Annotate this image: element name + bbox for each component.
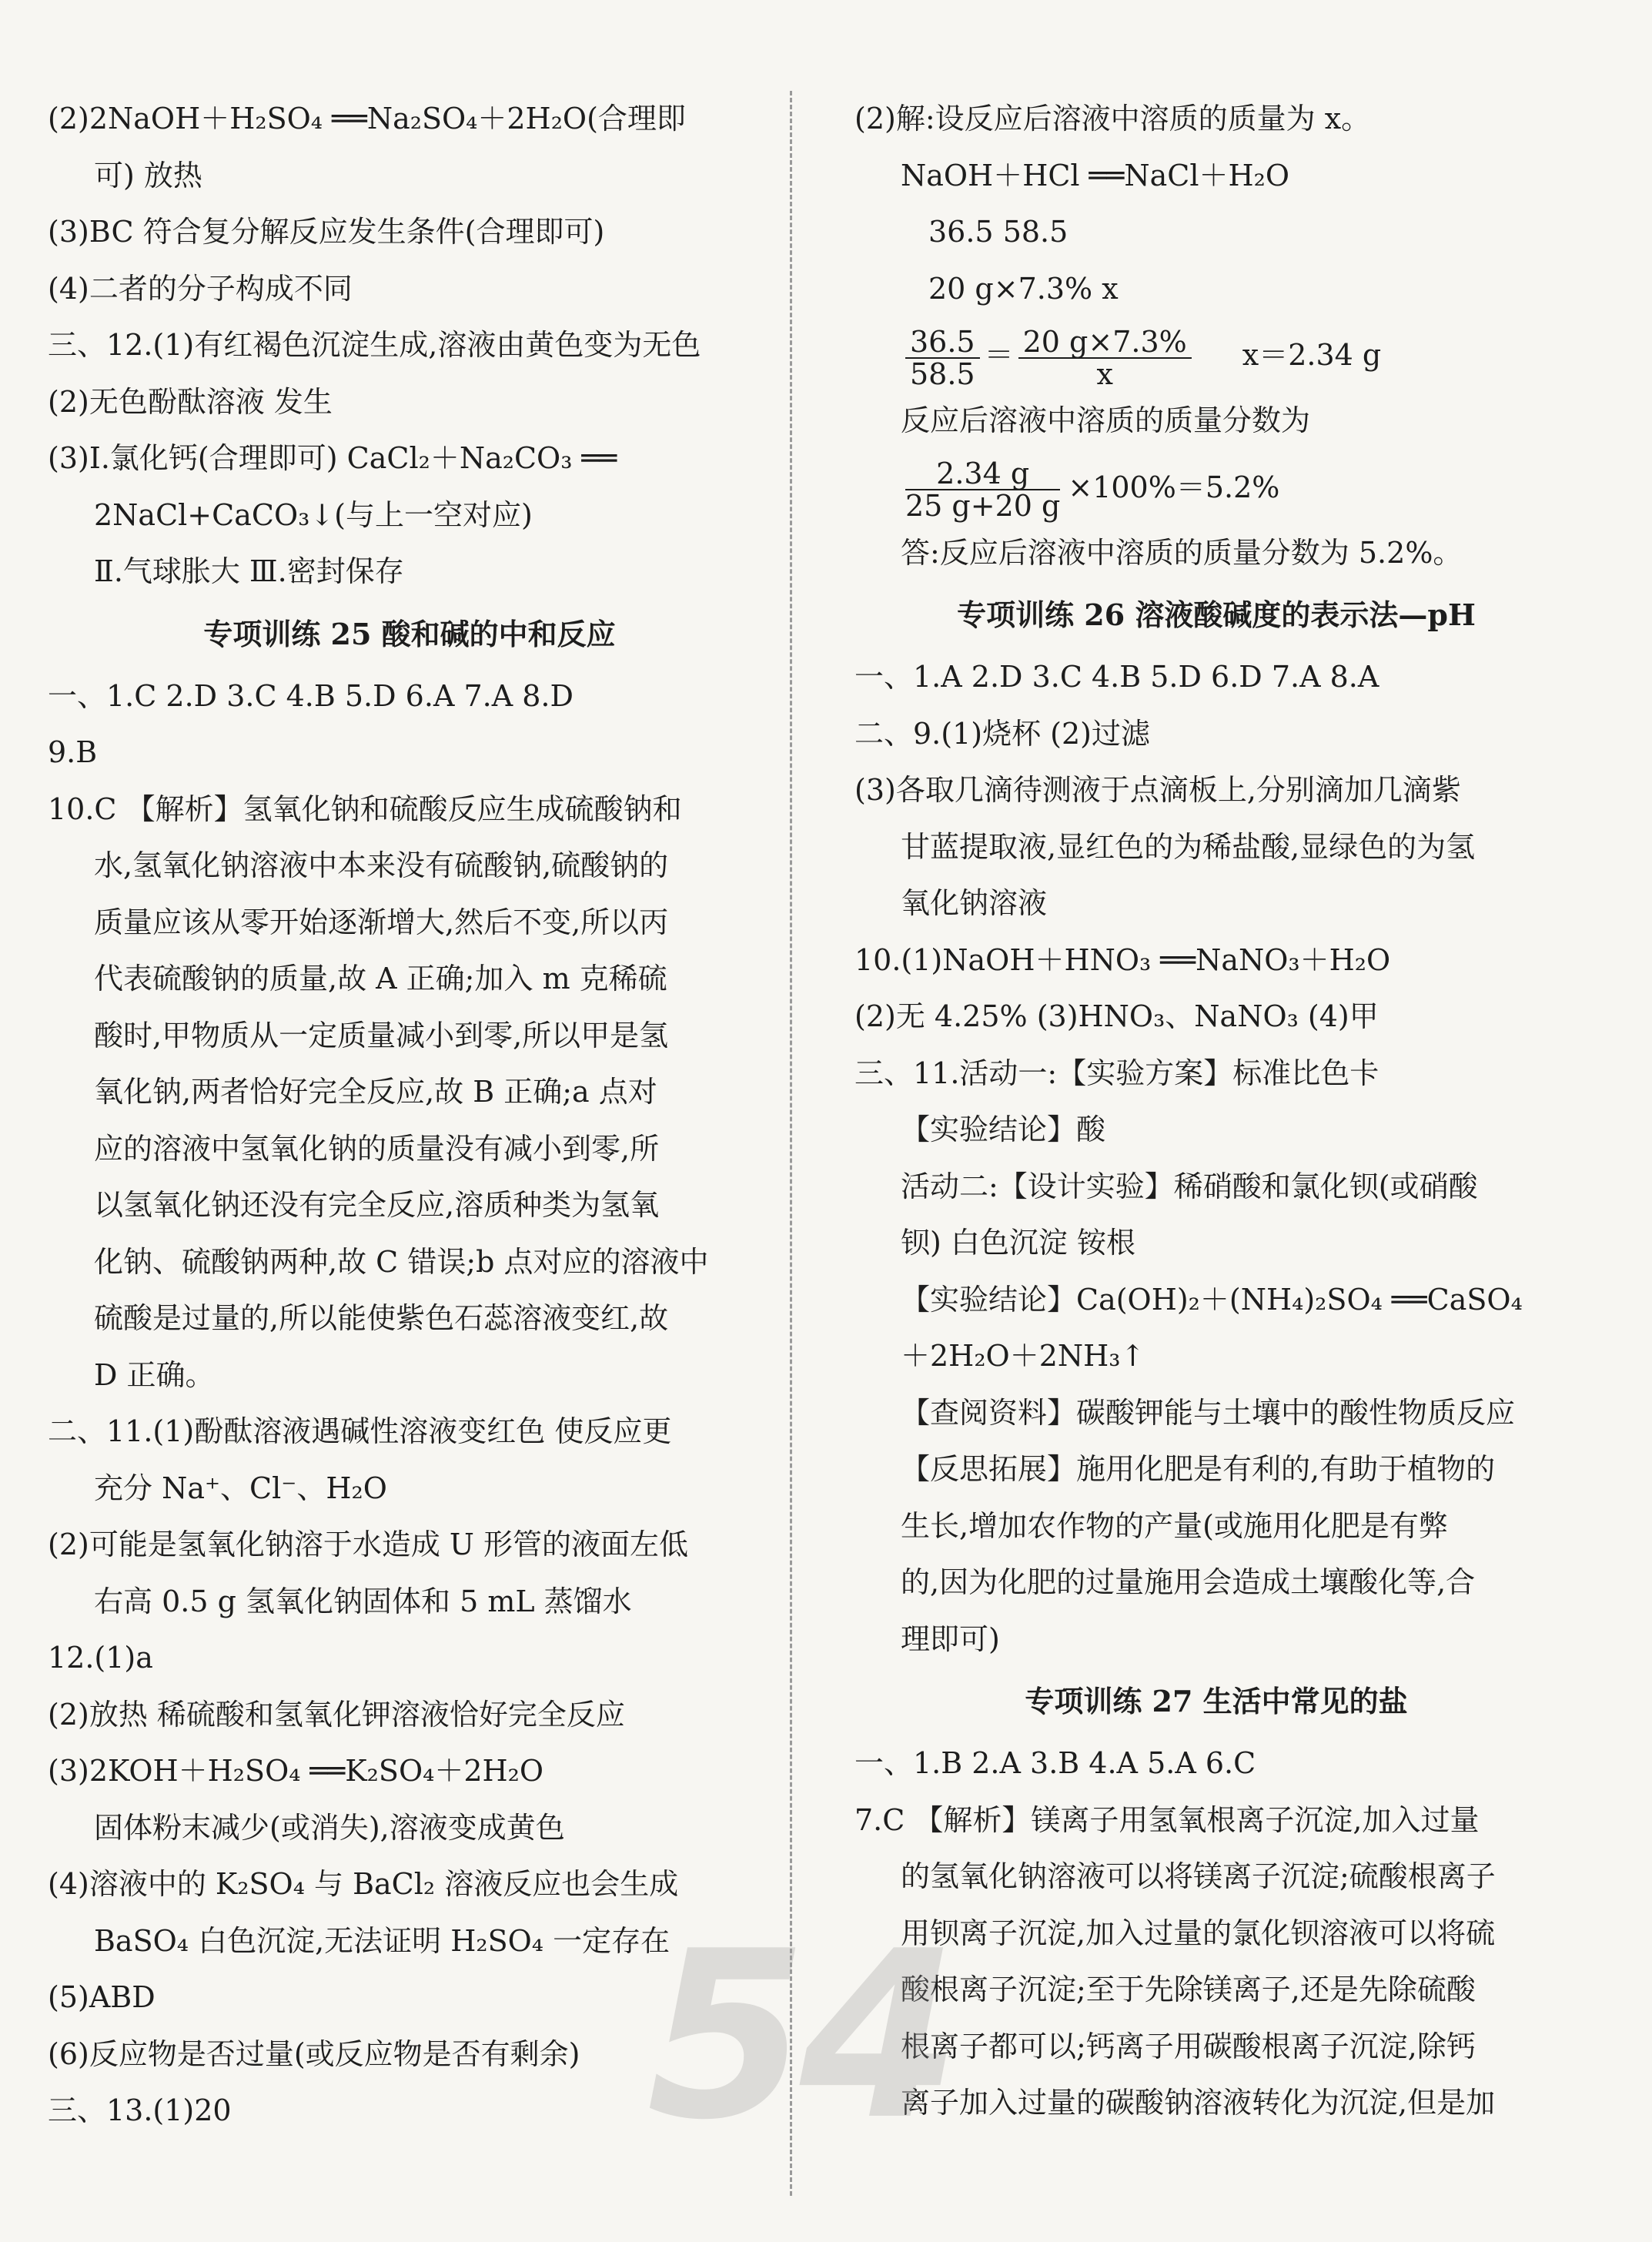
denominator: 25 g+20 g <box>905 489 1061 523</box>
answer-line: 生长,增加农作物的产量(或施用化肥是有弊 <box>901 1508 1448 1543</box>
answer-line: 以氢氧化钠还没有完全反应,溶质种类为氢氧 <box>94 1188 660 1222</box>
answer-line: 应的溶液中氢氧化钠的质量没有减小到零,所 <box>94 1131 660 1166</box>
fraction <box>905 458 1060 521</box>
column-divider <box>790 91 792 2196</box>
answer-line: 的氢氧化钠溶液可以将镁离子沉淀;硫酸根离子 <box>901 1859 1496 1893</box>
answer-line: 【反思拓展】施用化肥是有利的,有助于植物的 <box>901 1452 1496 1486</box>
answer-line: 10.C 【解析】氢氧化钠和硫酸反应生成硫酸钠和 <box>48 791 682 826</box>
left-column <box>48 91 771 2140</box>
answer-line: 【实验结论】酸 <box>901 1113 1106 1146</box>
denominator: 58.5 <box>910 356 975 391</box>
answer-line: 用钡离子沉淀,加入过量的氯化钡溶液可以将硫 <box>901 1916 1496 1950</box>
answer-line: (6)反应物是否过量(或反应物是否有剩余) <box>48 2036 580 2071</box>
answer-line: (5)ABD <box>48 1980 156 2014</box>
answer-line: 反应后溶液中溶质的质量分数为 <box>901 403 1311 437</box>
answer-line: 钡) 白色沉淀 铵根 <box>901 1226 1135 1260</box>
answer-line: 2NaCl+CaCO₃↓(与上一空对应) <box>94 497 533 532</box>
answer-line: 固体粉末减少(或消失),溶液变成黄色 <box>94 1810 565 1845</box>
answer-line: 化钠、硫酸钠两种,故 C 错误;b 点对应的溶液中 <box>94 1244 709 1279</box>
answer-line: 可) 放热 <box>94 158 202 192</box>
equation-result: ×100%＝5.2% <box>1068 470 1280 504</box>
answer-line: 答:反应后溶液中溶质的质量分数为 5.2%。 <box>901 535 1463 570</box>
answer-line: 三、11.活动一:【实验方案】标准比色卡 <box>854 1056 1379 1090</box>
denominator: x <box>1096 356 1113 391</box>
answer-line: 36.5 58.5 <box>928 215 1068 249</box>
answer-line: D 正确。 <box>94 1357 215 1392</box>
answer-line: (2)无色酚酞溶液 发生 <box>48 384 333 419</box>
answer-line: 12.(1)a <box>48 1641 153 1675</box>
answer-line: 20 g×7.3% x <box>928 271 1119 306</box>
answer-line: 10.(1)NaOH＋HNO₃ ══NaNO₃＋H₂O <box>854 942 1391 977</box>
answer-line: (2)解:设反应后溶液中溶质的质量为 x。 <box>854 102 1371 136</box>
answer-line: 质量应该从零开始逐渐增大,然后不变,所以丙 <box>94 905 669 939</box>
answer-line: 酸时,甲物质从一定质量减小到零,所以甲是氢 <box>94 1018 669 1052</box>
section-heading: 专项训练 25 酸和碱的中和反应 <box>203 616 616 651</box>
right-column <box>854 91 1578 2132</box>
answer-line: 理即可) <box>901 1621 1000 1656</box>
answer-line: ＋2H₂O＋2NH₃↑ <box>901 1339 1145 1373</box>
answer-line: 硫酸是过量的,所以能使紫色石蕊溶液变红,故 <box>94 1301 669 1335</box>
answer-line: (2)2NaOH＋H₂SO₄ ══Na₂SO₄＋2H₂O(合理即 <box>48 102 686 136</box>
answer-line: (2)放热 稀硫酸和氢氧化钾溶液恰好完全反应 <box>48 1697 625 1732</box>
answer-line: 一、1.B 2.A 3.B 4.A 5.A 6.C <box>854 1746 1256 1780</box>
answer-line: 二、9.(1)烧杯 (2)过滤 <box>854 716 1150 751</box>
fraction <box>1018 326 1192 390</box>
answer-line: 活动二:【设计实验】稀硝酸和氯化钡(或硝酸 <box>901 1169 1478 1203</box>
answer-line: 一、1.A 2.D 3.C 4.B 5.D 6.D 7.A 8.A <box>854 660 1379 694</box>
page-number-watermark: 54 <box>647 1902 953 2170</box>
answer-line: 甘蓝提取液,显红色的为稀盐酸,显绿色的为氢 <box>901 829 1476 864</box>
answer-line: 氧化钠溶液 <box>901 886 1048 920</box>
answer-line: 7.C 【解析】镁离子用氢氧根离子沉淀,加入过量 <box>854 1802 1480 1837</box>
answer-line: NaOH＋HCl ══NaCl＋H₂O <box>901 158 1290 192</box>
answer-line: 三、13.(1)20 <box>48 2093 232 2127</box>
section-heading: 专项训练 26 溶液酸碱度的表示法—pH <box>957 597 1476 632</box>
equation-line <box>854 450 1578 525</box>
answer-line: 离子加入过量的碳酸钠溶液转化为沉淀,但是加 <box>901 2086 1496 2120</box>
answer-line: 一、1.C 2.D 3.C 4.B 5.D 6.A 7.A 8.D <box>48 678 574 713</box>
answer-line: Ⅱ.气球胀大 Ⅲ.密封保存 <box>94 554 404 588</box>
answer-line: 三、12.(1)有红褐色沉淀生成,溶液由黄色变为无色 <box>48 328 701 362</box>
answer-line: (3)2KOH＋H₂SO₄ ══K₂SO₄＋2H₂O <box>48 1754 544 1788</box>
answer-line: 9.B <box>48 735 98 769</box>
answer-line: (3)Ⅰ.氯化钙(合理即可) CaCl₂＋Na₂CO₃ ══ <box>48 441 617 475</box>
equation-result: x＝2.34 g <box>1242 338 1382 372</box>
answer-line: 氧化钠,两者恰好完全反应,故 B 正确;a 点对 <box>94 1075 657 1109</box>
answer-line: (2)可能是氢氧化钠溶于水造成 U 形管的液面左低 <box>48 1528 689 1561</box>
answer-line: (4)溶液中的 K₂SO₄ 与 BaCl₂ 溶液反应也会生成 <box>48 1867 679 1901</box>
numerator: 20 g×7.3% <box>1018 326 1192 359</box>
answer-line: 水,氢氧化钠溶液中本来没有硫酸钠,硫酸钠的 <box>94 848 669 882</box>
answer-line: 二、11.(1)酚酞溶液遇碱性溶液变红色 使反应更 <box>48 1414 672 1448</box>
answer-line: 【实验结论】Ca(OH)₂＋(NH₄)₂SO₄ ══CaSO₄ <box>901 1282 1523 1317</box>
numerator: 2.34 g <box>905 458 1060 490</box>
answer-line: 右高 0.5 g 氢氧化钠固体和 5 mL 蒸馏水 <box>94 1584 632 1618</box>
answer-line: (2)无 4.25% (3)HNO₃、NaNO₃ (4)甲 <box>854 999 1379 1033</box>
answer-line: BaSO₄ 白色沉淀,无法证明 H₂SO₄ 一定存在 <box>94 1923 670 1958</box>
answer-line: 根离子都可以;钙离子用碳酸根离子沉淀,除钙 <box>901 2029 1476 2063</box>
answer-line: 【查阅资料】碳酸钾能与土壤中的酸性物质反应 <box>901 1395 1516 1430</box>
answer-line: 充分 Na⁺、Cl⁻、H₂O <box>94 1471 387 1505</box>
answer-line: (4)二者的分子构成不同 <box>48 271 353 306</box>
equation-line <box>854 317 1578 393</box>
numerator: 36.5 <box>905 326 980 359</box>
answer-line: (3)BC 符合复分解反应发生条件(合理即可) <box>48 215 605 249</box>
answer-line: 的,因为化肥的过量施用会造成土壤酸化等,合 <box>901 1565 1476 1599</box>
fraction <box>905 326 980 390</box>
answer-line: 酸根离子沉淀;至于先除镁离子,还是先除硫酸 <box>901 1973 1476 2006</box>
answer-line: 代表硫酸钠的质量,故 A 正确;加入 m 克稀硫 <box>94 962 667 996</box>
section-heading: 专项训练 27 生活中常见的盐 <box>1025 1684 1408 1718</box>
equals-sign: ＝ <box>984 338 1014 372</box>
answer-line: (3)各取几滴待测液于点滴板上,分别滴加几滴紫 <box>854 773 1461 807</box>
